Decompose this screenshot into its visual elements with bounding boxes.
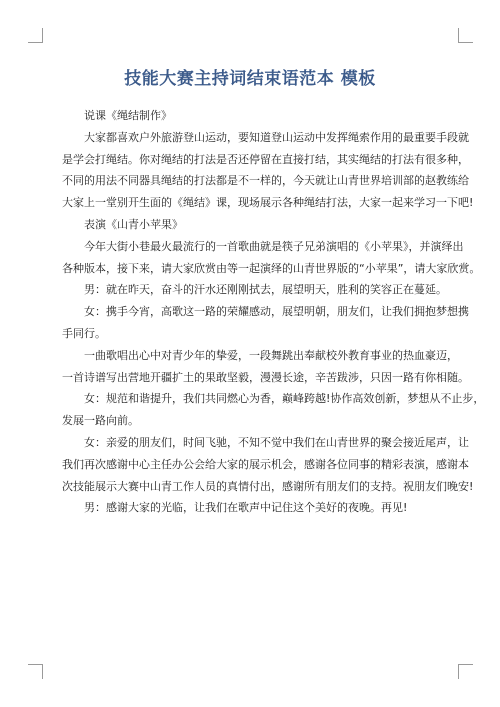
- body-text-line: 手同行。: [62, 326, 106, 340]
- body-text-line: 女：亲爱的朋友们，时间飞驰，不知不觉中我们在山青世界的聚会接近尾声，让: [84, 435, 469, 449]
- body-text-line: 女：携手今宵，高歌这一路的荣耀感动，展望明朝，朋友们，让我们拥抱梦想携: [84, 305, 469, 319]
- body-text-line: 不同的用法不同器具绳结的打法都是不一样的，今天就让山青世界培训部的赵教练给: [62, 174, 469, 188]
- crop-mark-top-left: [28, 28, 43, 43]
- body-text-line: 男：感谢大家的光临，让我们在歌声中记住这个美好的夜晚。再见!: [84, 501, 408, 515]
- body-text-line: 我们再次感谢中心主任办公会给大家的展示机会，感谢各位同事的精彩表演，感谢本: [62, 457, 469, 471]
- body-text-line: 是学会打绳结。你对绳结的打法是否还停留在直接打结，其实绳结的打法有很多种，: [62, 152, 469, 166]
- body-text-line: 一曲歌唱出心中对青少年的挚爱，一段舞跳出奉献校外教育事业的热血豪迈，: [84, 348, 458, 362]
- document-title: 技能大赛主持词结束语范本 模板: [124, 69, 376, 89]
- body-text-line: 说课《绳结制作》: [84, 109, 172, 122]
- body-text-line: 各种版本，接下来，请大家欣赏由等一起演绎的山青世界版的“小苹果”，请大家欣赏。: [62, 261, 481, 275]
- body-text-line: 表演《山青小苹果》: [84, 217, 183, 231]
- document-body: [62, 105, 485, 519]
- crop-mark-top-right: [458, 28, 473, 43]
- body-text-line: 女：规范和谐提升，我们共同燃心为香，巅峰跨越!协作高效创新，梦想从不止步，: [84, 392, 485, 406]
- crop-mark-bottom-right: [458, 664, 473, 679]
- crop-mark-bottom-left: [28, 664, 43, 679]
- body-text-line: 大家上一堂别开生面的《绳结》课，现场展示各种绳结打法，大家一起来学习一下吧!: [62, 196, 474, 210]
- body-text-line: 今年大街小巷最火最流行的一首歌曲就是筷子兄弟演唱的《小苹果》，并演绎出: [84, 239, 464, 253]
- body-text-line: 一首诗谱写出营地开疆扩土的果敢坚毅，漫漫长途，辛苦跋涉，只因一路有你相随。: [62, 370, 469, 384]
- body-text-line: 大家都喜欢户外旅游登山运动，要知道登山运动中发挥绳索作用的最重要手段就: [84, 130, 469, 144]
- body-text-line: 次技能展示大赛中山青工作人员的真情付出，感谢所有朋友们的支持。祝朋友们晚安!: [62, 479, 474, 493]
- body-text-line: 发展一路向前。: [62, 414, 139, 428]
- body-text-line: 男：就在昨天，奋斗的汗水还刚刚拭去，展望明天，胜利的笑容正在蔓延。: [84, 283, 447, 297]
